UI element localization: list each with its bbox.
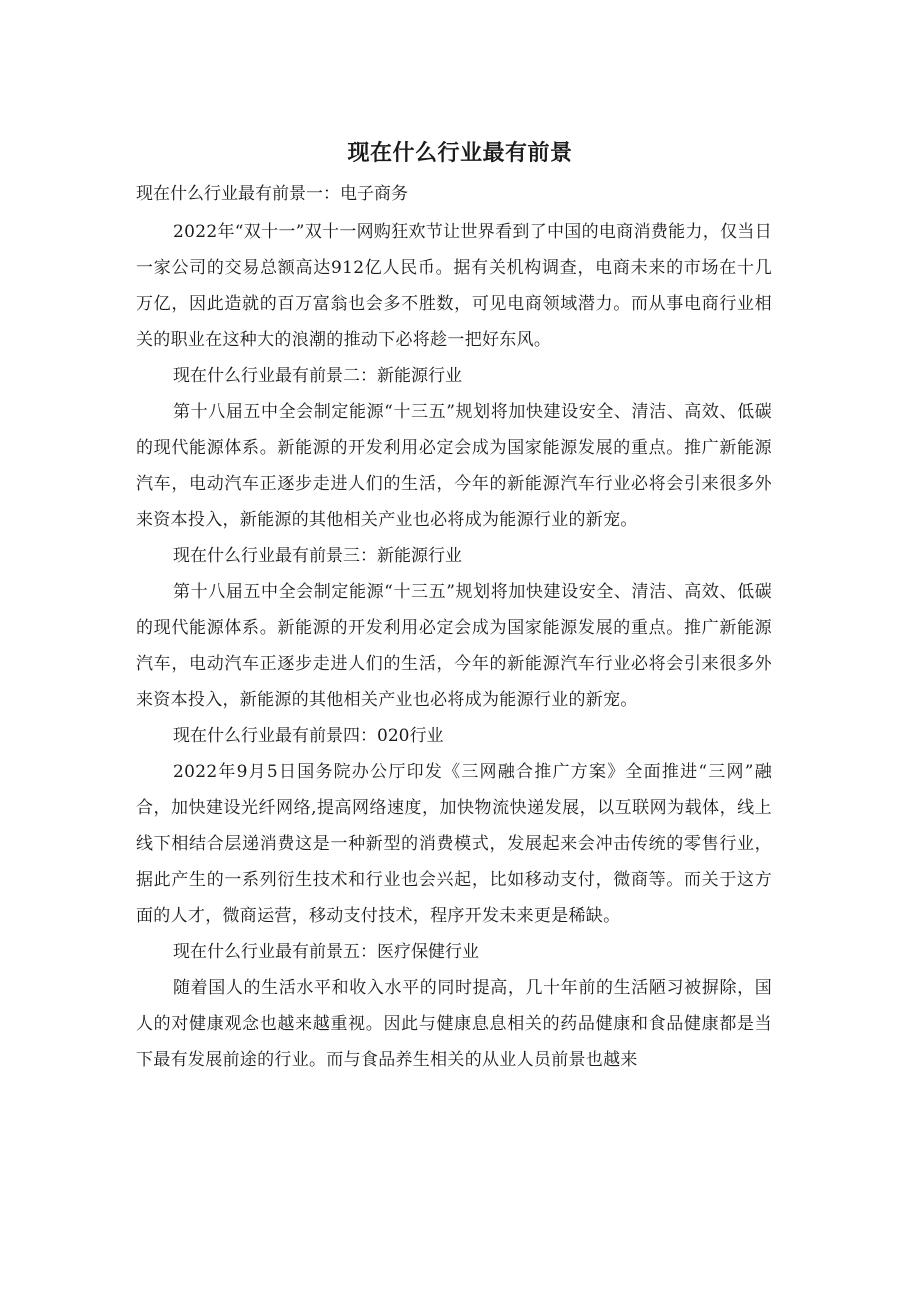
document-body	[136, 176, 772, 1078]
section-paragraph-5: 随着国人的生活水平和收入水平的同时提高，几十年前的生活陋习被摒除，国人的对健康观念也越来越重视。因此与健康息息相关的药品健康和食品健康都是当下最有发展前途的行业。而与食品养生相关的从业人员前景也越来	[136, 978, 772, 1070]
section-heading-1: 现在什么行业最有前景一：电子商务	[136, 184, 408, 204]
section-paragraph-3: 第十八届五中全会制定能源“十三五”规划将加快建设安全、清洁、高效、低碳的现代能源体系。新能源的开发利用必定会成为国家能源发展的重点。推广新能源汽车，电动汽车正逐步走进人们的生活，今年的新能源汽车行业必将会引来很多外来资本投入，新能源的其他相关产业也必将成为能源行业的新宠。	[136, 582, 772, 710]
section-heading-2: 现在什么行业最有前景二：新能源行业	[173, 366, 462, 386]
section-heading-5: 现在什么行业最有前景五：医疗保健行业	[173, 942, 479, 962]
section-heading-3: 现在什么行业最有前景三：新能源行业	[173, 546, 462, 566]
section-paragraph-2: 第十八届五中全会制定能源“十三五”规划将加快建设安全、清洁、高效、低碳的现代能源体系。新能源的开发利用必定会成为国家能源发展的重点。推广新能源汽车，电动汽车正逐步走进人们的生活，今年的新能源汽车行业必将会引来很多外来资本投入，新能源的其他相关产业也必将成为能源行业的新宠。	[136, 402, 772, 530]
section-paragraph-1: 2022年“双十一”双十一网购狂欢节让世界看到了中国的电商消费能力，仅当日一家公司的交易总额高达912亿人民币。据有关机构调查，电商未来的市场在十几万亿，因此造就的百万富翁也会多不胜数，可见电商领域潜力。而从事电商行业相关的职业在这种大的浪潮的推动下必将趁一把好东风。	[136, 222, 772, 350]
document-title: 现在什么行业最有前景	[347, 141, 573, 166]
section-heading-4: 现在什么行业最有前景四：020行业	[173, 726, 444, 746]
section-paragraph-4: 2022年9月5日国务院办公厅印发《三网融合推广方案》全面推进“三网”融合，加快建设光纤网络,提高网络速度，加快物流快递发展，以互联网为载体，线上线下相结合层递消费这是一种新型的消费模式，发展起来会冲击传统的零售行业，据此产生的一系列衍生技术和行业也会兴起，比如移动支付，微商等。而关于这方面的人才，微商运营，移动支付技术，程序开发未来更是稀缺。	[136, 762, 772, 926]
